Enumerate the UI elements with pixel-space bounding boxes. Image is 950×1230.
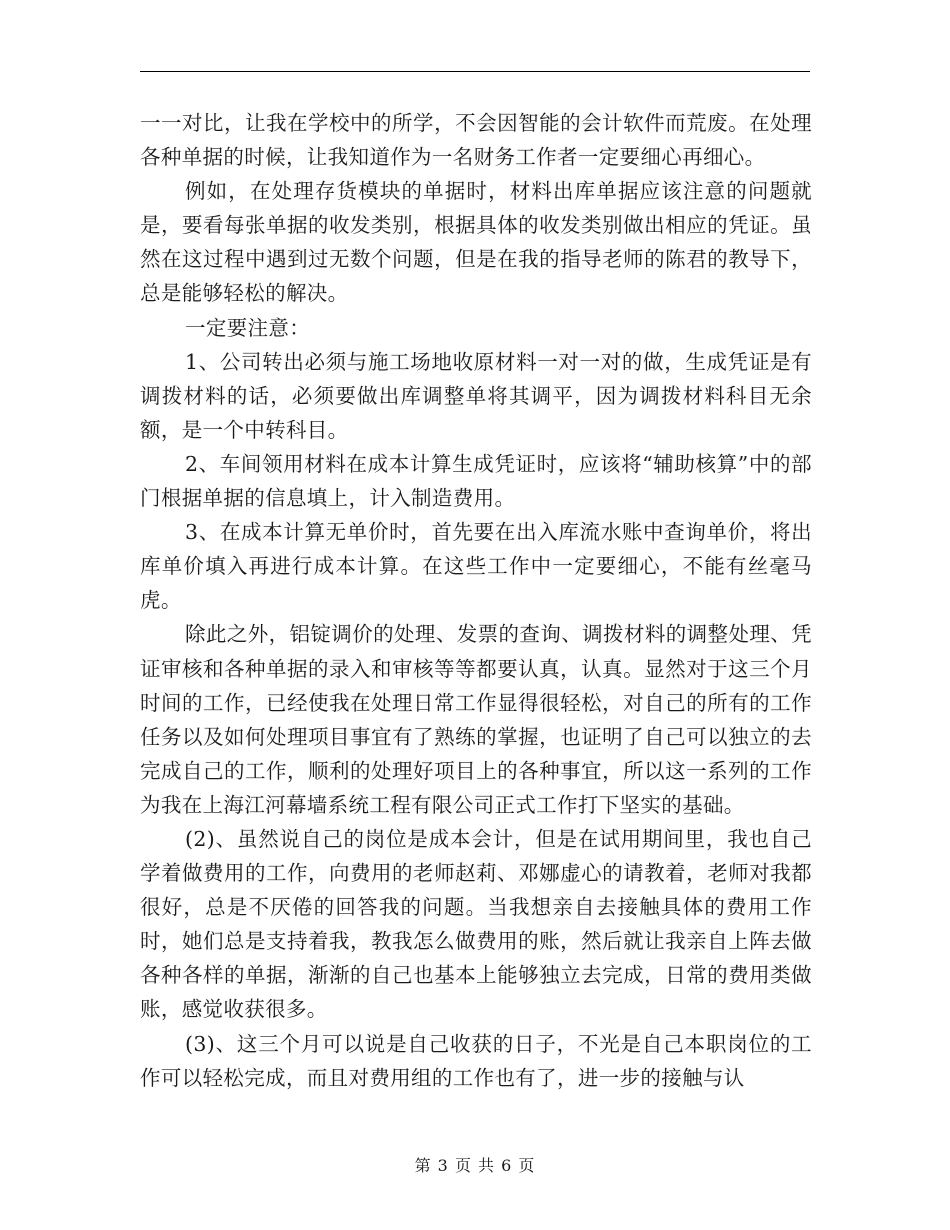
paragraph-9: (3)、这三个月可以说是自己收获的日子，不光是自己本职岗位的工作可以轻松完成，而且对费用组的工作也有了，进一步的接触与认 xyxy=(140,1031,812,1090)
paragraph-1: 一一对比，让我在学校中的所学，不会因智能的会计软件而荒废。在处理各种单据的时候，让我知道作为一名财务工作者一定要细心再细心。 xyxy=(140,111,812,170)
paragraph-4: 1、公司转出必须与施工场地收原材料一对一对的做，生成凭证是有调拨材料的话，必须要做出库调整单将其调平，因为调拨材料科目无余额，是一个中转科目。 xyxy=(140,349,812,442)
paragraph-6: 3、在成本计算无单价时，首先要在出入库流水账中查询单价，将出库单价填入再进行成本计算。在这些工作中一定要细心，不能有丝毫马虎。 xyxy=(140,520,812,613)
paragraph-5: 2、车间领用材料在成本计算生成凭证时，应该将“辅助核算”中的部门根据单据的信息填上，计入制造费用。 xyxy=(140,451,812,511)
header-rule xyxy=(140,71,810,72)
paragraph-7: 除此之外，铝锭调价的处理、发票的查询、调拨材料的调整处理、凭证审核和各种单据的录入和审核等等都要认真，认真。显然对于这三个月时间的工作，已经使我在处理日常工作显得很轻松，对自己的所有的工作任务以及如何处理项目事宜有了熟练的掌握，也证明了自己可以独立的去完成自己的工作，顺利的处理好项目上的各种事宜，所以这一系列的工作为我在上海江河幕墙系统工程有限公司正式工作打下坚实的基础。 xyxy=(140,622,812,817)
page-number-footer: 第 3 页 共 6 页 xyxy=(414,1156,536,1175)
paragraph-3: 一定要注意： xyxy=(185,315,311,340)
paragraph-2: 例如，在处理存货模块的单据时，材料出库单据应该注意的问题就是，要看每张单据的收发类别，根据具体的收发类别做出相应的凭证。虽然在这过程中遇到过无数个问题，但是在我的指导老师的陈君的教导下，总是能够轻松的解决。 xyxy=(140,179,812,306)
paragraph-8: (2)、虽然说自己的岗位是成本会计，但是在试用期间里，我也自己学着做费用的工作，向费用的老师赵莉、邓娜虚心的请教着，老师对我都很好，总是不厌倦的回答我的问题。当我想亲自去接触具体的费用工作时，她们总是支持着我，教我怎么做费用的账，然后就让我亲自上阵去做各种各样的单据，渐渐的自己也基本上能够独立去完成，日常的费用类做账，感觉收获很多。 xyxy=(140,826,812,1022)
document-body xyxy=(140,106,812,1095)
